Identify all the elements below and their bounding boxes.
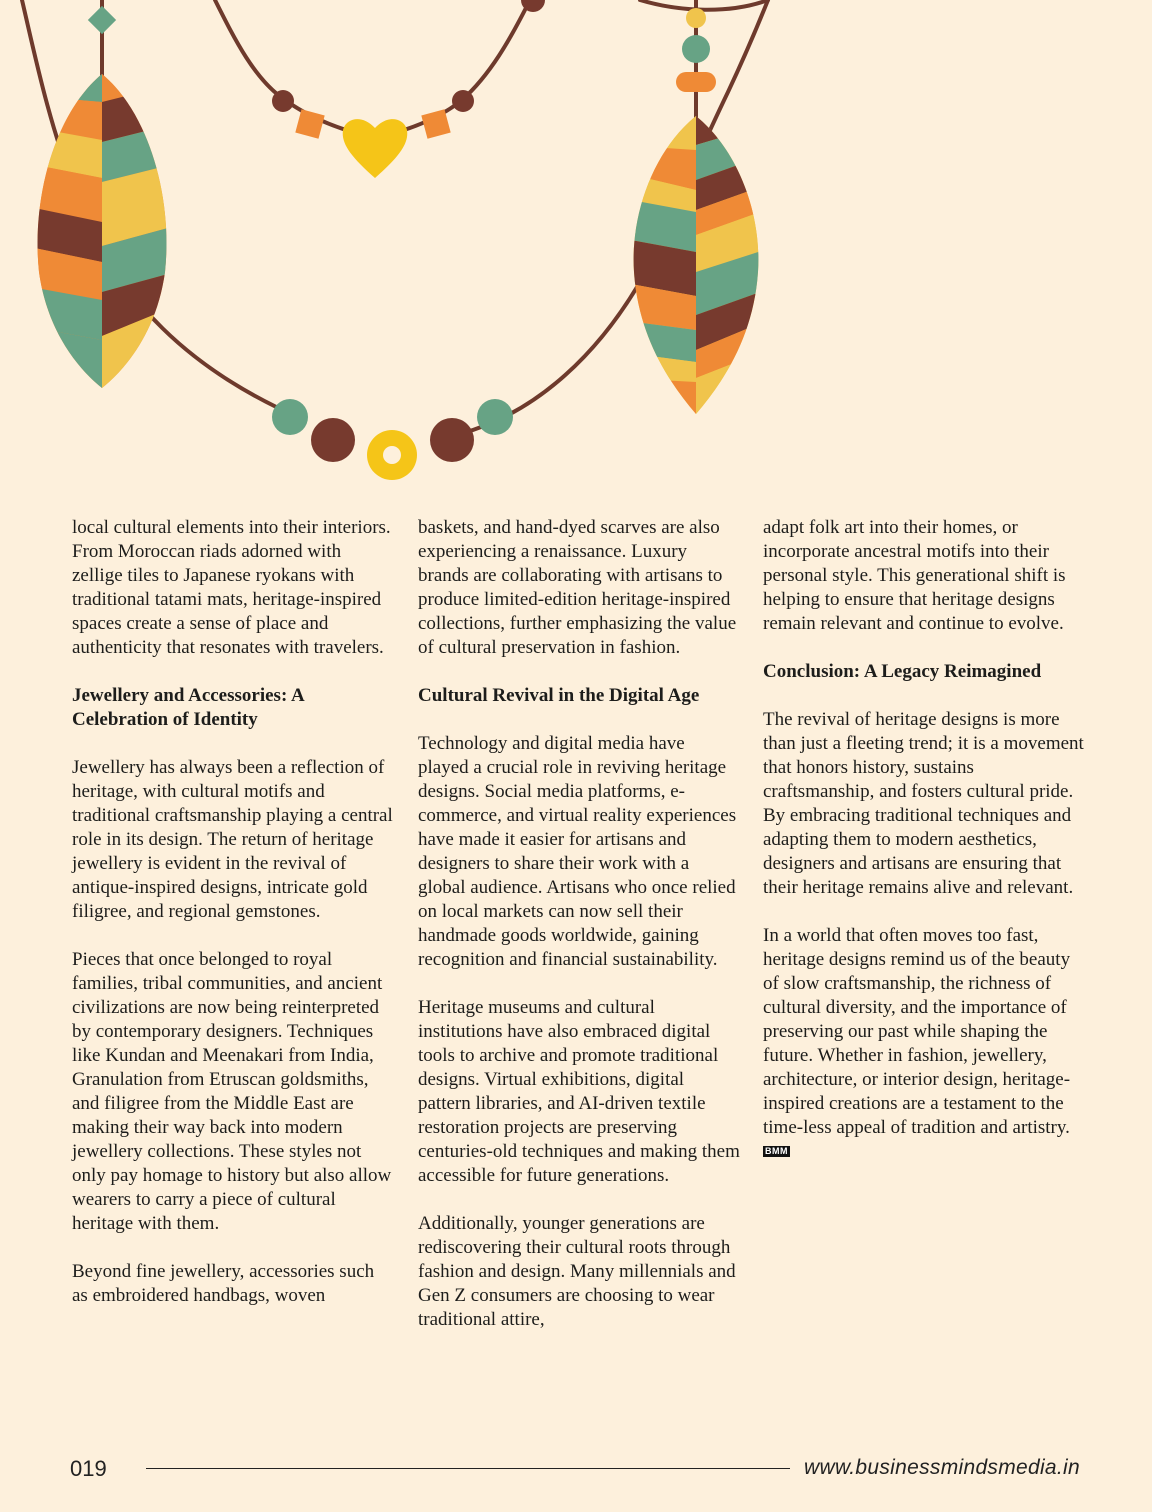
column1-paragraph-3: Pieces that once belonged to royal families, tribal communities, and ancient civilizations are now being reinterpreted by contemporary designers. Techniques like Kundan and Meenakari from India, Granulation from Etruscan goldsmiths, and filigree from the Middle East are making their way back into modern jewellery collections. These styles not only pay homage to history but also allow wearers to carry a piece of cultural heritage with them. [72, 949, 392, 1234]
footer-divider [146, 1468, 790, 1469]
heart-pendant [343, 119, 408, 178]
column3-paragraph-3 [763, 924, 1085, 1164]
column2-paragraph-1: baskets, and hand-dyed scarves are also experiencing a renaissance. Luxury brands are collaborating with artisans to produce limited-edition heritage-inspired collections, further emphasizing the value of cultural preservation in fashion. [418, 517, 737, 658]
article-column-2 [418, 516, 740, 1356]
column3-paragraph-2: The revival of heritage designs is more than just a fleeting trend; it is a movement that honors history, sustains craftsmanship, and fosters cultural pride. By embracing traditional techniques and adapting them to modern aesthetics, designers and artisans are ensuring that their heritage remains alive and relevant. [763, 709, 1084, 898]
footer-website-link[interactable]: www.businessmindsmedia.in [804, 1456, 1080, 1479]
column3-heading: Conclusion: A Legacy Reimagined [763, 661, 1042, 682]
right-feather-pendant [620, 100, 780, 430]
page-number: 019 [70, 1456, 107, 1481]
column1-paragraph-4: Beyond fine jewellery, accessories such as embroidered handbags, woven [72, 1261, 375, 1306]
column2-paragraph-2: Technology and digital media have played a crucial role in reviving heritage designs. Social media platforms, e-commerce, and virtual reality experiences have made it easier for artisans and designers to share their work with a global audience. Artisans who once relied on local markets can now sell their handmade goods worldwide, gaining recognition and financial sustainability. [418, 733, 737, 970]
column3-paragraph-3-text: In a world that often moves too fast, heritage designs remind us of the beauty of slow craftsmanship, the richness of cultural diversity, and the importance of preserving our past while shaping the future. Whether in fashion, jewellery, architecture, or interior design, heritage-inspired creations are a testament to the time-less appeal of tradition and artistry. [763, 925, 1071, 1138]
column1-paragraph-2: Jewellery has always been a reflection of heritage, with cultural motifs and traditional craftsmanship playing a central role in its design. The return of heritage jewellery is evident in the revival of antique-inspired designs, intricate gold filigree, and regional gemstones. [72, 757, 393, 922]
left-feather-pendant [20, 60, 190, 400]
column3-paragraph-1: adapt folk art into their homes, or incorporate ancestral motifs into their personal style. This generational shift is helping to ensure that heritage designs remain relevant and continue to evolve. [763, 517, 1066, 634]
necklace-illustration [0, 0, 1152, 500]
column1-heading: Jewellery and Accessories: A Celebration of Identity [72, 685, 304, 730]
bmm-end-mark-icon: BMM [765, 1146, 788, 1156]
column1-paragraph-1: local cultural elements into their interiors. From Moroccan riads adorned with zellige tiles to Japanese ryokans with traditional tatami mats, heritage-inspired spaces create a sense of place and authenticity that resonates with travelers. [72, 517, 391, 658]
column2-paragraph-3: Heritage museums and cultural institutions have also embraced digital tools to archive and promote traditional designs. Virtual exhibitions, digital pattern libraries, and AI-driven textile restoration projects are preserving centuries-old techniques and making them accessible for future generations. [418, 997, 740, 1186]
article-column-1 [72, 516, 394, 1332]
column2-heading: Cultural Revival in the Digital Age [418, 685, 700, 706]
article-column-3 [763, 516, 1085, 1188]
column2-paragraph-4: Additionally, younger generations are rediscovering their cultural roots through fashion and design. Many millennials and Gen Z consumers are choosing to wear traditional attire, [418, 1213, 736, 1330]
